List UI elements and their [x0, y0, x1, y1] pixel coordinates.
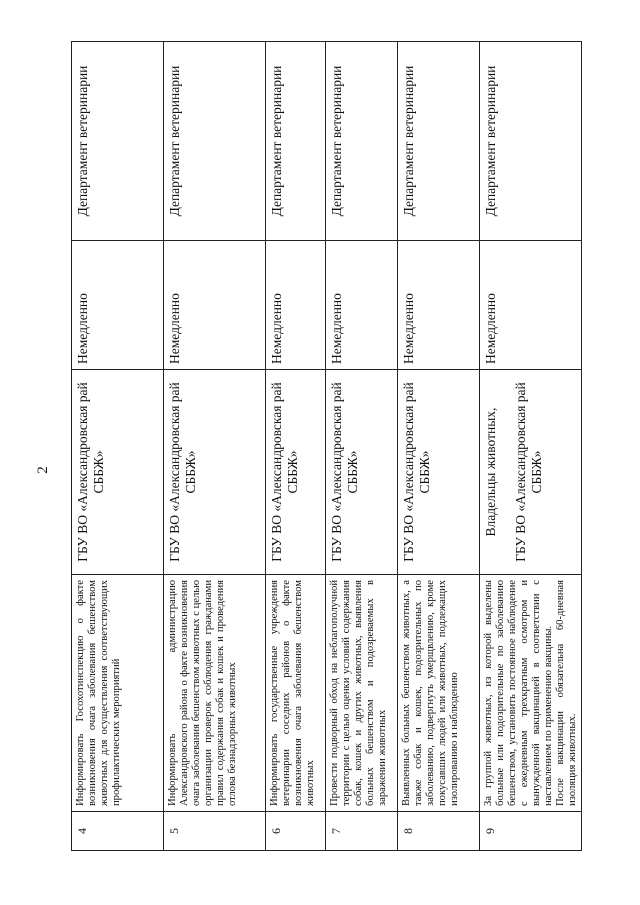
term-cell: Немедленно — [72, 241, 164, 370]
table-row — [164, 42, 266, 851]
row-number: 7 — [326, 812, 398, 851]
rotated-table-wrapper — [71, 41, 578, 851]
action-text: После вакцинации обязательна 60-дневная изоляция животных. — [555, 580, 578, 806]
executor-cell — [164, 370, 266, 575]
term-cell: Немедленно — [480, 241, 582, 370]
action-cell — [398, 575, 480, 812]
action-cell — [164, 575, 266, 812]
row-number: 4 — [72, 812, 164, 851]
action-cell — [480, 575, 582, 812]
responsible-cell: Департамент ветеринарии — [480, 42, 582, 241]
responsible-cell: Департамент ветеринарии — [72, 42, 164, 241]
executor-cell — [398, 370, 480, 575]
row-number: 6 — [266, 812, 326, 851]
row-number: 5 — [164, 812, 266, 851]
executor-text: ГБУ ВО «Александровская рай СББЖ» — [329, 382, 360, 562]
responsible-cell: Департамент ветеринарии — [164, 42, 266, 241]
term-cell: Немедленно — [398, 241, 480, 370]
table-row — [266, 42, 326, 851]
term-cell: Немедленно — [326, 241, 398, 370]
page-number: 2 — [35, 466, 51, 474]
executor-text: ГБУ ВО «Александровская рай СББЖ» — [513, 382, 544, 562]
executor-text: ГБУ ВО «Александровская рай СББЖ» — [401, 382, 432, 562]
executor-cell — [266, 370, 326, 575]
action-cell — [266, 575, 326, 812]
table-row — [480, 42, 582, 851]
action-text: Выявленных больных бешенством животных, а также собак и кошек, подозрительных по заболеванию, подвергнуть умерщвлению, кроме покусавших людей или животных, подлежащих изолированию и наблюдению — [401, 580, 460, 806]
executor-text: Владельцы животных, — [483, 407, 498, 537]
responsible-cell: Департамент ветеринарии — [326, 42, 398, 241]
executor-cell — [480, 370, 582, 575]
executor-cell — [72, 370, 164, 575]
responsible-cell: Департамент ветеринарии — [266, 42, 326, 241]
table-row — [398, 42, 480, 851]
table-row — [72, 42, 164, 851]
executor-cell — [326, 370, 398, 575]
action-cell — [72, 575, 164, 812]
executor-text: ГБУ ВО «Александровская рай СББЖ» — [75, 382, 106, 562]
row-number: 9 — [480, 812, 582, 851]
term-cell: Немедленно — [266, 241, 326, 370]
action-text: Информировать государственные учреждения ветеринарии соседних районов о факте возникновения очага заболевания бешенством животных — [269, 580, 316, 806]
action-text: За группой животных, из которой выделены больные или подозрительные по заболеванию бешенством, установить постоянное наблюдение с ежедневным трехкратным осмотром и вынужденной вакцинацией в соответствии с наставлением по применению вакцины. — [483, 580, 554, 806]
row-number: 8 — [398, 812, 480, 851]
measures-table — [71, 41, 582, 851]
executor-text: ГБУ ВО «Александровская рай СББЖ» — [167, 382, 198, 562]
action-cell — [326, 575, 398, 812]
rotated-table-frame — [71, 41, 578, 851]
table-row — [326, 42, 398, 851]
action-text: Информировать администрацию Александровского района о факте возникновения очага заболевания бешенством животных с целью организации проверок соблюдения гражданами правил содержания собак и кошек и проведения отлова безнадзорных животных — [167, 580, 238, 806]
responsible-cell: Департамент ветеринарии — [398, 42, 480, 241]
action-text: Провести подворный обход на неблагополучной территории с целью оценки условий содержания собак, кошек и других животных, выявления больных бешенством и подозреваемых в заражении животных — [329, 580, 388, 806]
term-cell: Немедленно — [164, 241, 266, 370]
action-text: Информировать Госохотинспекцию о факте возникновения очага заболевания бешенством животных для осуществления соответствующих профилактических мероприятий — [75, 580, 122, 806]
executor-text: ГБУ ВО «Александровская рай СББЖ» — [269, 382, 300, 562]
